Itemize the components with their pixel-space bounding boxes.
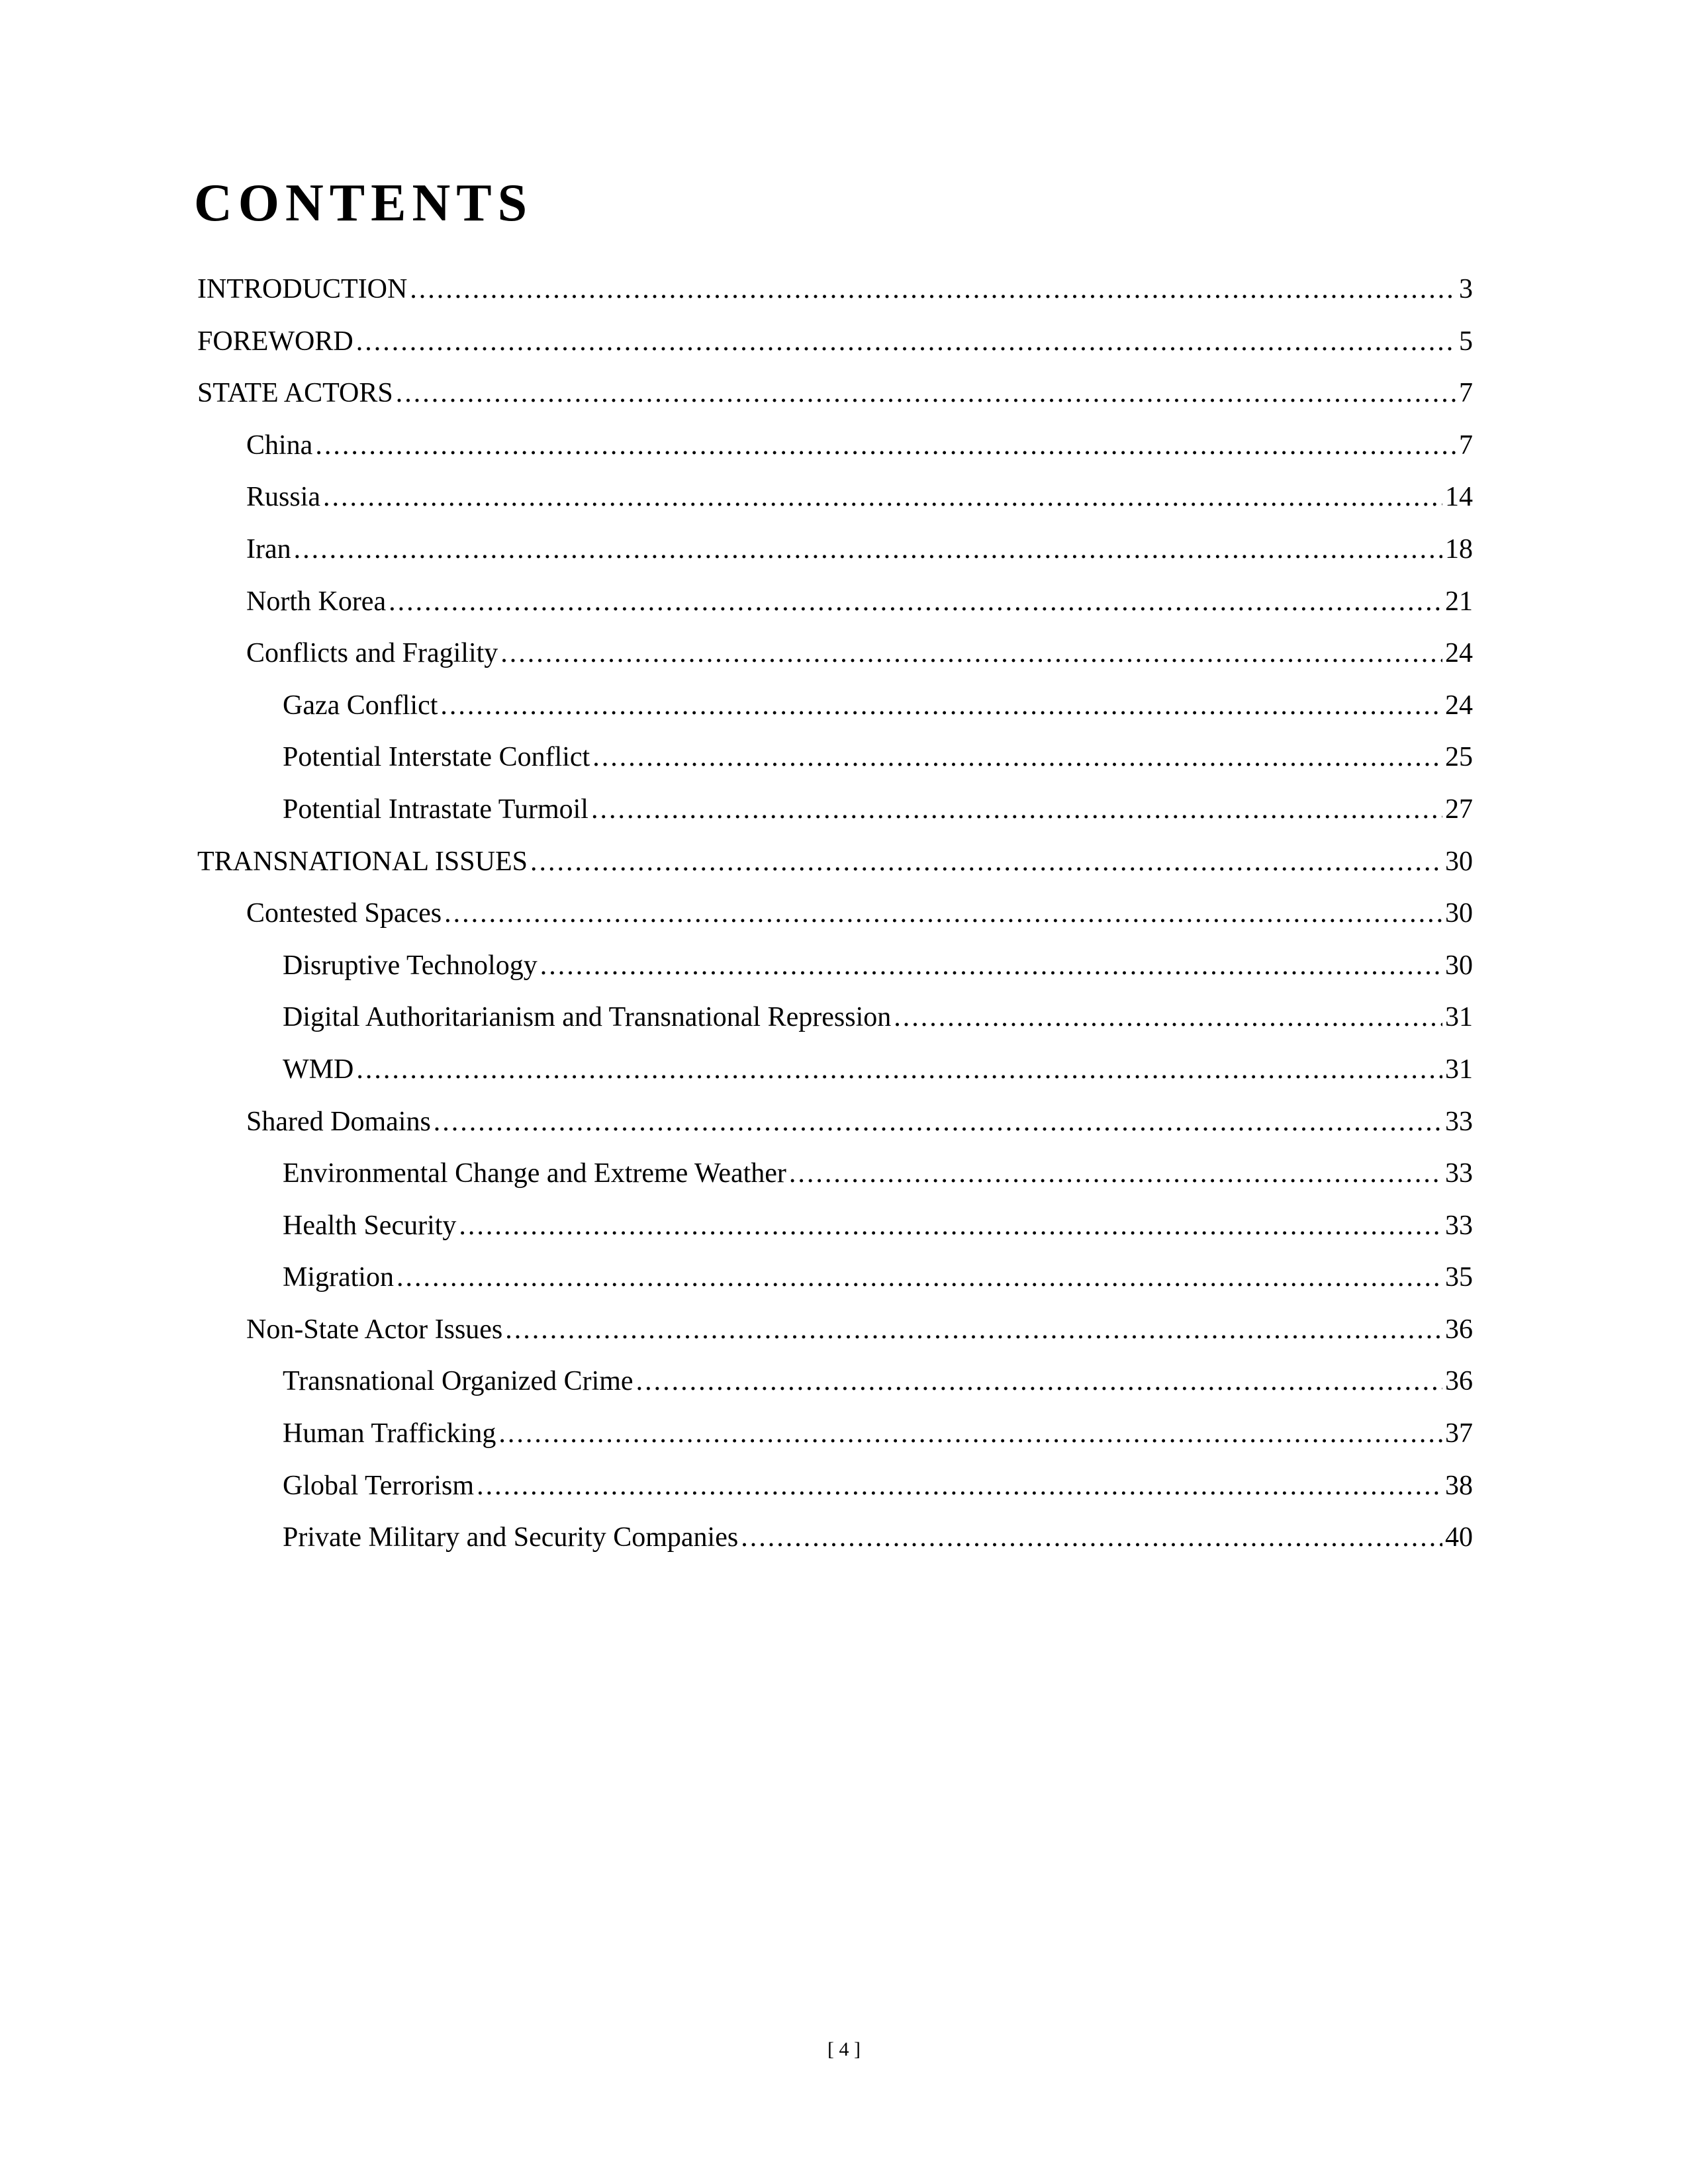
toc-entry[interactable] [197, 523, 1473, 576]
dot-leader [444, 887, 1442, 940]
toc-entry[interactable] [197, 420, 1473, 472]
dot-leader [540, 940, 1442, 992]
toc-entry[interactable] [197, 1355, 1473, 1408]
toc-entry-page: 35 [1445, 1262, 1473, 1293]
dot-leader [397, 1251, 1442, 1304]
toc-entry-page: 30 [1445, 846, 1473, 877]
toc-entry-page: 36 [1445, 1314, 1473, 1345]
toc-entry[interactable] [197, 887, 1473, 940]
toc-entry-label: China [246, 430, 313, 461]
toc-entry-label: Potential Intrastate Turmoil [283, 794, 588, 825]
toc-entry-label: Environmental Change and Extreme Weather [283, 1158, 786, 1189]
toc-entry-page: 33 [1445, 1210, 1473, 1241]
page-number: [ 4 ] [827, 2038, 861, 2060]
toc-entry-page: 3 [1459, 274, 1473, 304]
dot-leader [356, 316, 1456, 368]
dot-leader [498, 1408, 1442, 1460]
toc-entry-page: 24 [1445, 690, 1473, 721]
toc-entry-page: 30 [1445, 950, 1473, 981]
toc-entry[interactable] [197, 627, 1473, 680]
toc-entry[interactable] [197, 1096, 1473, 1148]
toc-entry-label: Health Security [283, 1210, 457, 1241]
toc-entry-label: INTRODUCTION [197, 274, 408, 304]
dot-leader [741, 1512, 1442, 1564]
toc-entry-label: Shared Domains [246, 1106, 431, 1137]
toc-entry-label: TRANSNATIONAL ISSUES [197, 846, 528, 877]
toc-entry[interactable] [197, 316, 1473, 368]
toc-entry-label: North Korea [246, 586, 387, 617]
dot-leader [294, 523, 1442, 576]
toc-entry-page: 18 [1445, 533, 1473, 565]
dot-leader [410, 263, 1456, 316]
toc-entry[interactable] [197, 940, 1473, 992]
toc-entry[interactable] [197, 1460, 1473, 1512]
toc-entry-page: 24 [1445, 638, 1473, 669]
toc-entry[interactable] [197, 991, 1473, 1044]
toc-entry-label: Gaza Conflict [283, 690, 438, 721]
dot-leader [477, 1460, 1442, 1512]
dot-leader [434, 1096, 1442, 1148]
dot-leader [315, 420, 1456, 472]
toc-entry[interactable] [197, 471, 1473, 523]
toc-entry-page: 14 [1445, 482, 1473, 513]
toc-entry-page: 40 [1445, 1522, 1473, 1553]
toc-entry-label: Iran [246, 533, 291, 565]
toc-entry-page: 7 [1459, 378, 1473, 409]
dot-leader [505, 1304, 1442, 1356]
toc-entry-label: STATE ACTORS [197, 378, 393, 409]
dot-leader [500, 627, 1442, 680]
toc-entry-label: WMD [283, 1054, 354, 1085]
dot-leader [636, 1355, 1442, 1408]
toc-entry-page: 38 [1445, 1470, 1473, 1501]
toc-entry-label: Contested Spaces [246, 898, 442, 929]
toc-entry[interactable] [197, 1251, 1473, 1304]
toc-entry-label: Digital Authoritarianism and Transnational Repression [283, 1002, 892, 1033]
dot-leader [591, 784, 1442, 836]
toc-entry-label: Global Terrorism [283, 1470, 475, 1501]
toc-entry[interactable] [197, 731, 1473, 784]
toc-entry[interactable] [197, 836, 1473, 888]
toc-entry[interactable] [197, 1200, 1473, 1252]
toc-entry-page: 33 [1445, 1158, 1473, 1189]
dot-leader [459, 1200, 1442, 1252]
dot-leader [530, 836, 1442, 888]
toc-entry[interactable] [197, 1408, 1473, 1460]
toc-entry[interactable] [197, 1044, 1473, 1096]
toc-entry[interactable] [197, 784, 1473, 836]
toc-entry[interactable] [197, 576, 1473, 628]
toc-entry-label: Conflicts and Fragility [246, 638, 498, 669]
toc-entry-page: 31 [1445, 1054, 1473, 1085]
toc-entry-label: Migration [283, 1262, 394, 1293]
toc-entry-page: 37 [1445, 1418, 1473, 1449]
toc-entry-label: FOREWORD [197, 326, 353, 357]
toc-entry-page: 27 [1445, 794, 1473, 825]
toc-entry-label: Private Military and Security Companies [283, 1522, 739, 1553]
dot-leader [894, 991, 1442, 1044]
dot-leader [440, 680, 1442, 732]
toc-entry-page: 31 [1445, 1002, 1473, 1033]
toc-entry[interactable] [197, 1512, 1473, 1564]
toc-entry-page: 7 [1459, 430, 1473, 461]
toc-entry-label: Human Trafficking [283, 1418, 496, 1449]
toc-entry-label: Russia [246, 482, 321, 513]
toc-entry-page: 33 [1445, 1106, 1473, 1137]
dot-leader [356, 1044, 1442, 1096]
page-title: CONTENTS [194, 174, 534, 232]
toc-entry-label: Transnational Organized Crime [283, 1366, 633, 1397]
toc-entry-label: Disruptive Technology [283, 950, 538, 981]
toc-entry[interactable] [197, 1148, 1473, 1200]
dot-leader [389, 576, 1442, 628]
toc-entry[interactable] [197, 263, 1473, 316]
dot-leader [323, 471, 1442, 523]
toc-entry-label: Potential Interstate Conflict [283, 742, 590, 773]
dot-leader [592, 731, 1442, 784]
dot-leader [789, 1148, 1442, 1200]
toc-entry-page: 25 [1445, 742, 1473, 773]
toc-entry-label: Non-State Actor Issues [246, 1314, 503, 1345]
toc-entry-page: 5 [1459, 326, 1473, 357]
toc-entry-page: 30 [1445, 898, 1473, 929]
toc-entry-page: 36 [1445, 1366, 1473, 1397]
toc-entry-page: 21 [1445, 586, 1473, 617]
toc-entry[interactable] [197, 367, 1473, 420]
table-of-contents [197, 263, 1473, 1564]
toc-entry[interactable] [197, 1304, 1473, 1356]
dot-leader [396, 367, 1456, 420]
toc-entry[interactable] [197, 680, 1473, 732]
